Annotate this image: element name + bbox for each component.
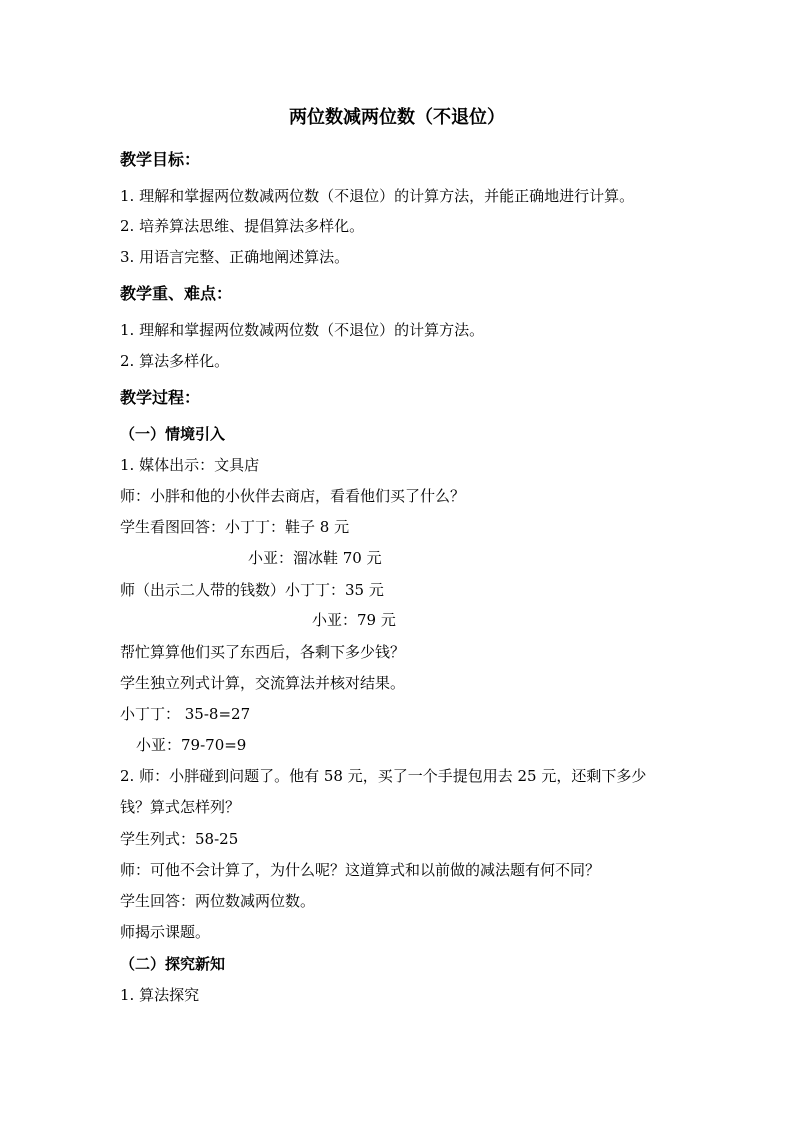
keypoints-heading: 教学重、难点：	[120, 284, 233, 303]
process-heading: 教学过程：	[120, 388, 201, 407]
section1-line: 小亚：溜冰鞋 70 元	[248, 549, 382, 567]
page-title: 两位数减两位数（不退位）	[289, 107, 505, 128]
section1-line: 师揭示课题。	[120, 923, 211, 941]
goal-item-1: 1. 理解和掌握两位数减两位数（不退位）的计算方法，并能正确地进行计算。	[120, 187, 635, 205]
section1-line: 师（出示二人带的钱数）小丁丁：35 元	[120, 581, 384, 599]
section1-line: 小丁丁： 35-8=27	[120, 705, 251, 723]
section1-line: 学生独立列式计算，交流算法并核对结果。	[120, 674, 406, 692]
section1-line: 学生回答：两位数减两位数。	[120, 892, 316, 910]
section1-line: 钱？算式怎样列？	[120, 798, 241, 816]
section1-line: 师：可他不会计算了，为什么呢？这道算式和以前做的减法题有何不同？	[120, 861, 601, 879]
section1-line: 帮忙算算他们买了东西后，各剩下多少钱？	[120, 643, 406, 661]
section1-line: 师：小胖和他的小伙伴去商店，看看他们买了什么？	[120, 487, 466, 505]
goals-heading: 教学目标：	[120, 150, 201, 169]
section2-heading: （二）探究新知	[120, 955, 226, 973]
keypoint-item-1: 1. 理解和掌握两位数减两位数（不退位）的计算方法。	[120, 321, 485, 339]
section1-line: 2. 师：小胖碰到问题了。他有 58 元，买了一个手提包用去 25 元，还剩下多少	[120, 767, 647, 785]
goal-item-3: 3. 用语言完整、正确地阐述算法。	[120, 248, 350, 266]
goal-item-2: 2. 培养算法思维、提倡算法多样化。	[120, 217, 365, 235]
section1-line: 1. 媒体出示：文具店	[120, 456, 260, 474]
section1-line: 小亚：79-70=9	[136, 736, 247, 754]
section2-line: 1. 算法探究	[120, 986, 200, 1004]
section1-line: 学生列式：58-25	[120, 830, 239, 848]
section1-heading: （一）情境引入	[120, 425, 226, 443]
keypoint-item-2: 2. 算法多样化。	[120, 352, 230, 370]
section1-line: 学生看图回答：小丁丁：鞋子 8 元	[120, 518, 350, 536]
section1-line: 小亚：79 元	[312, 611, 396, 629]
